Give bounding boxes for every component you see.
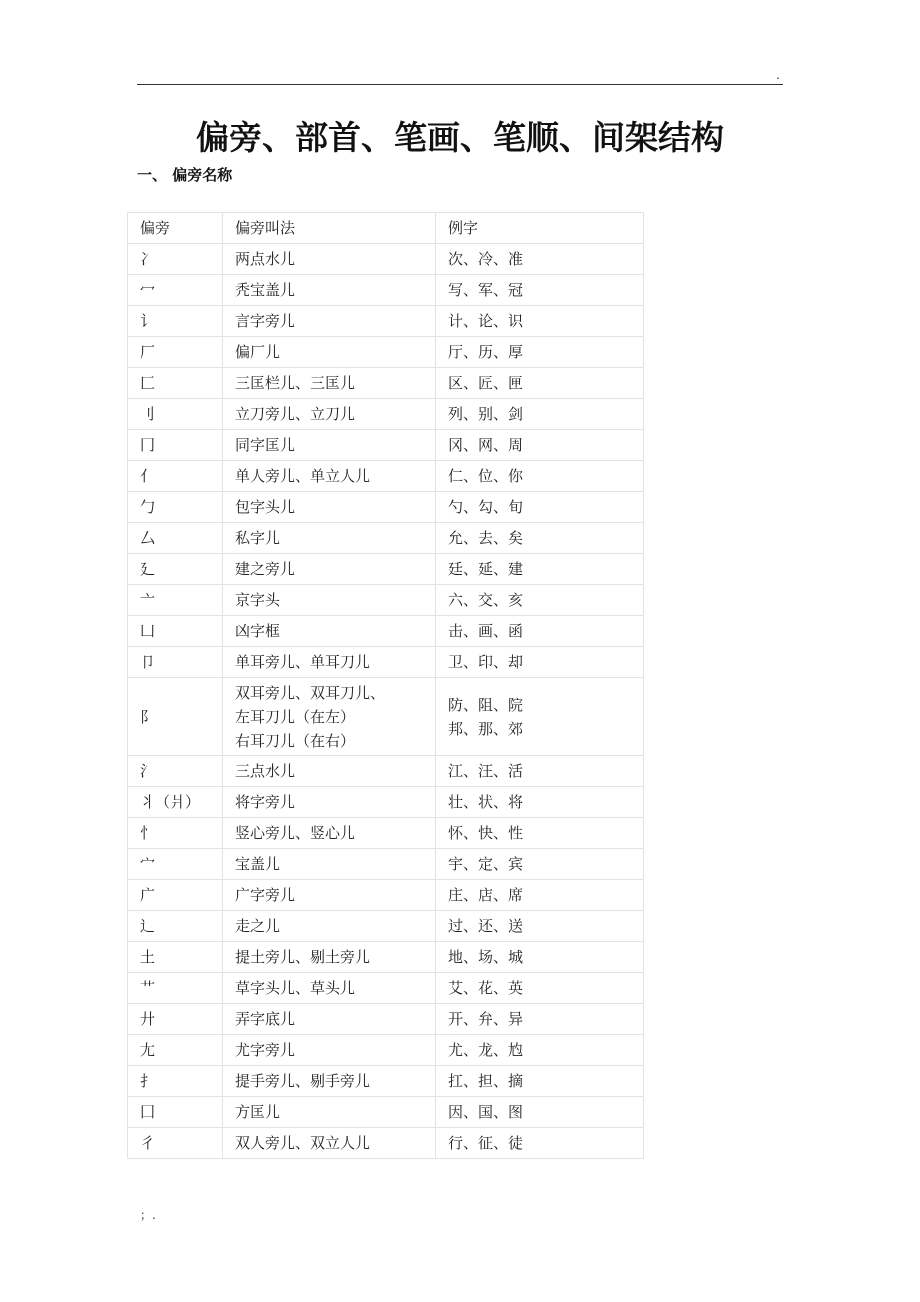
- table-row: [128, 756, 644, 787]
- cell-examples: 六、交、亥: [436, 585, 644, 616]
- radicals-table: [127, 212, 644, 1159]
- cell-examples: 廷、延、建: [436, 554, 644, 585]
- cell-name: 偏厂儿: [223, 337, 436, 368]
- cell-examples: 次、冷、准: [436, 244, 644, 275]
- cell-radical: 廾: [128, 1004, 223, 1035]
- cell-examples: 区、匠、匣: [436, 368, 644, 399]
- cell-name-line: 右耳刀儿（在右）: [235, 731, 356, 750]
- header-dot: .: [776, 68, 780, 82]
- cell-radical: 亻: [128, 461, 223, 492]
- cell-examples: 宇、定、宾: [436, 849, 644, 880]
- cell-examples: 厅、历、厚: [436, 337, 644, 368]
- header-name: 偏旁叫法: [223, 213, 436, 244]
- cell-name: 单人旁儿、单立人儿: [223, 461, 436, 492]
- footer-mark: ；.: [140, 1208, 156, 1222]
- cell-examples: 江、汪、活: [436, 756, 644, 787]
- section-heading: 一、 偏旁名称: [137, 166, 233, 184]
- table-row: [128, 275, 644, 306]
- header-examples: 例字: [436, 213, 644, 244]
- table-row: [128, 911, 644, 942]
- table-row: [128, 244, 644, 275]
- cell-examples: 开、弁、异: [436, 1004, 644, 1035]
- cell-radical: 凵: [128, 616, 223, 647]
- table-row: [128, 880, 644, 911]
- table-row: [128, 337, 644, 368]
- cell-examples: [436, 678, 644, 756]
- cell-radical: 辶: [128, 911, 223, 942]
- cell-name-line: 左耳刀儿（在左）: [235, 707, 356, 726]
- cell-examples: 扛、担、摘: [436, 1066, 644, 1097]
- cell-examples: 计、论、识: [436, 306, 644, 337]
- cell-name: 两点水儿: [223, 244, 436, 275]
- table-row: [128, 399, 644, 430]
- cell-name: 三点水儿: [223, 756, 436, 787]
- table-row: [128, 678, 644, 756]
- cell-name: 提土旁儿、剔土旁儿: [223, 942, 436, 973]
- cell-radical: 阝: [128, 678, 223, 756]
- cell-name: 单耳旁儿、单耳刀儿: [223, 647, 436, 678]
- table-row: [128, 849, 644, 880]
- cell-name: 提手旁儿、剔手旁儿: [223, 1066, 436, 1097]
- table-row: [128, 430, 644, 461]
- cell-name: 草字头儿、草头儿: [223, 973, 436, 1004]
- cell-examples: 艾、花、英: [436, 973, 644, 1004]
- cell-examples: 壮、状、将: [436, 787, 644, 818]
- cell-name: 包字头儿: [223, 492, 436, 523]
- cell-name: 双人旁儿、双立人儿: [223, 1128, 436, 1159]
- cell-name: 走之儿: [223, 911, 436, 942]
- cell-radical: 彳: [128, 1128, 223, 1159]
- cell-radical: 广: [128, 880, 223, 911]
- table-row: [128, 461, 644, 492]
- cell-radical: 艹: [128, 973, 223, 1004]
- cell-radical: 卩: [128, 647, 223, 678]
- cell-radical: 冂: [128, 430, 223, 461]
- table-row: [128, 818, 644, 849]
- cell-radical: 宀: [128, 849, 223, 880]
- cell-radical: 冖: [128, 275, 223, 306]
- cell-name: 秃宝盖儿: [223, 275, 436, 306]
- cell-radical: 勹: [128, 492, 223, 523]
- table-row: [128, 368, 644, 399]
- cell-examples-line: 防、阻、院: [448, 695, 524, 714]
- cell-examples: 允、去、矣: [436, 523, 644, 554]
- cell-name: 方匡儿: [223, 1097, 436, 1128]
- cell-examples: 过、还、送: [436, 911, 644, 942]
- cell-radical: 厂: [128, 337, 223, 368]
- cell-radical: 囗: [128, 1097, 223, 1128]
- cell-examples: 仁、位、你: [436, 461, 644, 492]
- cell-name: 凶字框: [223, 616, 436, 647]
- cell-examples: 击、画、函: [436, 616, 644, 647]
- cell-examples: 地、场、城: [436, 942, 644, 973]
- cell-examples: 尤、龙、尥: [436, 1035, 644, 1066]
- table-row: [128, 787, 644, 818]
- cell-examples: 庄、店、席: [436, 880, 644, 911]
- cell-radical: 尢: [128, 1035, 223, 1066]
- cell-examples-line: 邦、那、郊: [448, 719, 524, 738]
- cell-radical: 匚: [128, 368, 223, 399]
- table-row: [128, 1004, 644, 1035]
- cell-examples: 怀、快、性: [436, 818, 644, 849]
- cell-name: 弄字底儿: [223, 1004, 436, 1035]
- cell-radical: 冫: [128, 244, 223, 275]
- header-radical: 偏旁: [128, 213, 223, 244]
- cell-radical: 亠: [128, 585, 223, 616]
- cell-radical: 讠: [128, 306, 223, 337]
- cell-name: 竖心旁儿、竖心儿: [223, 818, 436, 849]
- cell-name: 建之旁儿: [223, 554, 436, 585]
- cell-name: 立刀旁儿、立刀儿: [223, 399, 436, 430]
- cell-name: 广字旁儿: [223, 880, 436, 911]
- table-header-row: [128, 213, 644, 244]
- header-rule: [137, 84, 783, 85]
- table-row: [128, 647, 644, 678]
- cell-name: 言字旁儿: [223, 306, 436, 337]
- cell-examples: 卫、印、却: [436, 647, 644, 678]
- cell-examples: 勺、勾、旬: [436, 492, 644, 523]
- cell-radical: 丬（爿）: [128, 787, 223, 818]
- table-row: [128, 1035, 644, 1066]
- cell-examples: 列、别、剑: [436, 399, 644, 430]
- cell-radical: 厶: [128, 523, 223, 554]
- table-row: [128, 492, 644, 523]
- table-row: [128, 942, 644, 973]
- cell-name: 将字旁儿: [223, 787, 436, 818]
- cell-name: 同字匡儿: [223, 430, 436, 461]
- cell-examples: 行、征、徒: [436, 1128, 644, 1159]
- cell-examples: 因、国、图: [436, 1097, 644, 1128]
- table-row: [128, 1097, 644, 1128]
- cell-examples: 冈、网、周: [436, 430, 644, 461]
- table-row: [128, 616, 644, 647]
- cell-name: 京字头: [223, 585, 436, 616]
- cell-name: [223, 678, 436, 756]
- table-row: [128, 306, 644, 337]
- cell-name-line: 双耳旁儿、双耳刀儿、: [235, 683, 386, 702]
- cell-radical: 忄: [128, 818, 223, 849]
- cell-radical: 刂: [128, 399, 223, 430]
- cell-name: 私字儿: [223, 523, 436, 554]
- table-row: [128, 1066, 644, 1097]
- table-row: [128, 585, 644, 616]
- radicals-table-body: [128, 213, 644, 1159]
- page-title: 偏旁、部首、笔画、笔顺、间架结构: [196, 118, 724, 157]
- cell-name: 宝盖儿: [223, 849, 436, 880]
- cell-radical: 扌: [128, 1066, 223, 1097]
- cell-examples: 写、军、冠: [436, 275, 644, 306]
- cell-name: 尤字旁儿: [223, 1035, 436, 1066]
- table-row: [128, 1128, 644, 1159]
- table-row: [128, 973, 644, 1004]
- cell-radical: 廴: [128, 554, 223, 585]
- cell-name: 三匡栏儿、三匡儿: [223, 368, 436, 399]
- table-row: [128, 554, 644, 585]
- cell-radical: 氵: [128, 756, 223, 787]
- table-row: [128, 523, 644, 554]
- cell-radical: 土: [128, 942, 223, 973]
